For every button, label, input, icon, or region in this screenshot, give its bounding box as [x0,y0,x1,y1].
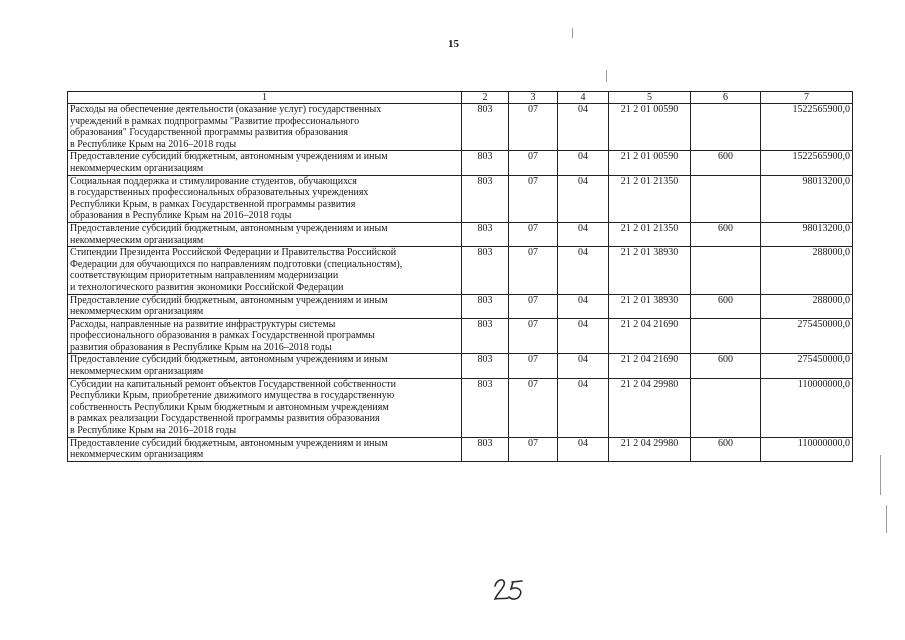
table-row [68,175,853,222]
row-description: Предоставление субсидий бюджетным, автономным учреждениям и иным некоммерческим организациям [68,222,462,246]
subsection-code: 04 [558,354,609,378]
table-header-row [68,92,853,104]
subsection-code: 04 [558,151,609,175]
ministry-code: 803 [462,247,509,294]
section-code: 07 [509,437,558,461]
table-row [68,222,853,246]
section-code: 07 [509,247,558,294]
amount-value: 98013200,0 [761,222,853,246]
amount-value: 110000000,0 [761,378,853,437]
table-row [68,294,853,318]
handwritten-page-number [492,574,526,604]
section-code: 07 [509,378,558,437]
amount-value: 1522565900,0 [761,151,853,175]
ministry-code: 803 [462,222,509,246]
row-description: Стипендии Президента Российской Федерации и Правительства Российской Федерации для обучающихся по направлениям подготовки (специальностям), соответствующим приоритетным направлениям модернизации и технологического развития экономики Российской Федерации [68,247,462,294]
row-description: Предоставление субсидий бюджетным, автономным учреждениям и иным некоммерческим организациям [68,354,462,378]
table-row [68,318,853,354]
subsection-code: 04 [558,104,609,151]
expense-type-code [691,378,761,437]
expense-type-code [691,247,761,294]
table-row [68,104,853,151]
column-header-1: 1 [68,92,462,104]
target-article-code: 21 2 01 00590 [609,104,691,151]
ministry-code: 803 [462,151,509,175]
table-row [68,247,853,294]
row-description: Предоставление субсидий бюджетным, автономным учреждениям и иным некоммерческим организациям [68,294,462,318]
table-body [68,104,853,462]
target-article-code: 21 2 04 21690 [609,354,691,378]
row-description: Предоставление субсидий бюджетным, автономным учреждениям и иным некоммерческим организациям [68,151,462,175]
column-header-4: 4 [558,92,609,104]
expense-type-code [691,318,761,354]
column-header-5: 5 [609,92,691,104]
section-code: 07 [509,104,558,151]
budget-table [67,91,853,462]
expense-type-code: 600 [691,437,761,461]
subsection-code: 04 [558,437,609,461]
scan-artifact [572,28,573,38]
amount-value: 98013200,0 [761,175,853,222]
row-description: Социальная поддержка и стимулирование студентов, обучающихся в государственных профессиональных образовательных учреждениях Республики Крым, в рамках Государственной программы развития образования в Республике Крым на 2016–2018 годы [68,175,462,222]
row-description: Субсидии на капитальный ремонт объектов Государственной собственности Республики Крым, приобретение движимого имущества в государственную собственность Республики Крым бюджетным и автономным учреждениям в рамках реализации Государственной программы развития образования в Республике Крым на 2016–2018 годы [68,378,462,437]
expense-type-code [691,175,761,222]
row-description: Расходы, направленные на развитие инфраструктуры системы профессионального образования в рамках Государственной программы развития образования в Республике Крым на 2016–2018 годы [68,318,462,354]
amount-value: 288000,0 [761,294,853,318]
ministry-code: 803 [462,354,509,378]
target-article-code: 21 2 01 00590 [609,151,691,175]
expense-type-code: 600 [691,294,761,318]
subsection-code: 04 [558,318,609,354]
row-description: Расходы на обеспечение деятельности (оказание услуг) государственных учреждений в рамках подпрограммы "Развитие профессионального образования" Государственной программы развития образования в Республике Крым на 2016–2018 годы [68,104,462,151]
section-code: 07 [509,354,558,378]
target-article-code: 21 2 01 38930 [609,247,691,294]
target-article-code: 21 2 04 29980 [609,378,691,437]
column-header-7: 7 [761,92,853,104]
column-header-6: 6 [691,92,761,104]
expense-type-code: 600 [691,222,761,246]
table-row [68,354,853,378]
target-article-code: 21 2 04 29980 [609,437,691,461]
amount-value: 288000,0 [761,247,853,294]
amount-value: 275450000,0 [761,318,853,354]
subsection-code: 04 [558,175,609,222]
column-header-3: 3 [509,92,558,104]
ministry-code: 803 [462,437,509,461]
ministry-code: 803 [462,318,509,354]
target-article-code: 21 2 01 21350 [609,175,691,222]
target-article-code: 21 2 04 21690 [609,318,691,354]
expense-type-code [691,104,761,151]
expense-type-code: 600 [691,354,761,378]
ministry-code: 803 [462,294,509,318]
scan-artifact [606,70,607,82]
subsection-code: 04 [558,378,609,437]
row-description: Предоставление субсидий бюджетным, автономным учреждениям и иным некоммерческим организациям [68,437,462,461]
page-number: 15 [448,38,459,50]
section-code: 07 [509,175,558,222]
table-row [68,378,853,437]
section-code: 07 [509,294,558,318]
section-code: 07 [509,151,558,175]
section-code: 07 [509,318,558,354]
subsection-code: 04 [558,222,609,246]
ministry-code: 803 [462,104,509,151]
amount-value: 275450000,0 [761,354,853,378]
scan-artifact [880,455,881,495]
subsection-code: 04 [558,247,609,294]
target-article-code: 21 2 01 38930 [609,294,691,318]
subsection-code: 04 [558,294,609,318]
table-row [68,437,853,461]
ministry-code: 803 [462,378,509,437]
section-code: 07 [509,222,558,246]
amount-value: 1522565900,0 [761,104,853,151]
column-header-2: 2 [462,92,509,104]
target-article-code: 21 2 01 21350 [609,222,691,246]
ministry-code: 803 [462,175,509,222]
amount-value: 110000000,0 [761,437,853,461]
table-row [68,151,853,175]
scan-artifact [886,505,887,533]
expense-type-code: 600 [691,151,761,175]
